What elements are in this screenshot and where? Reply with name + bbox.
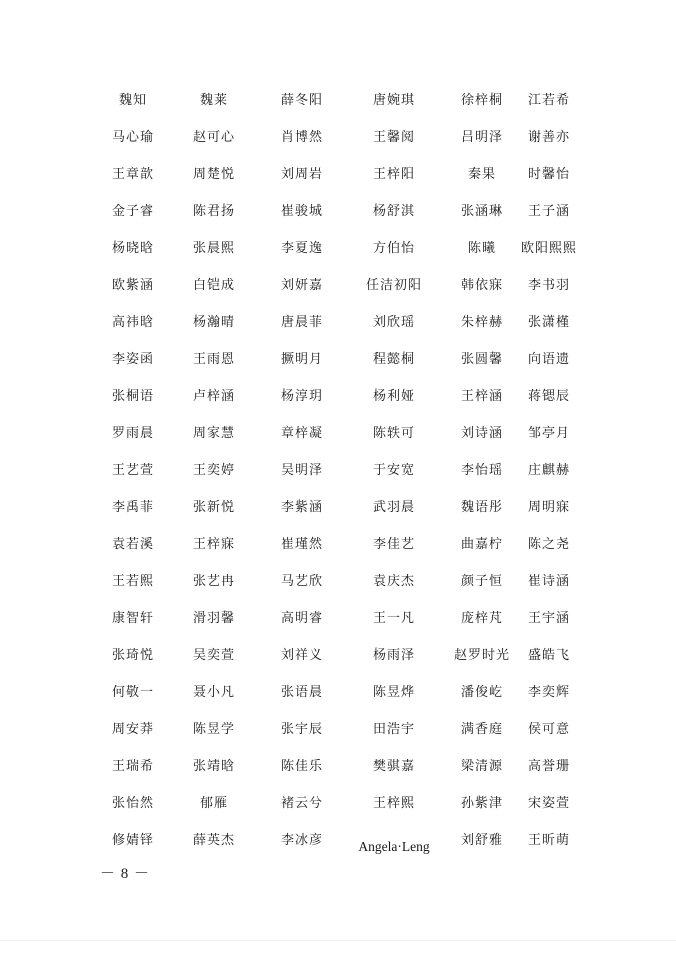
name-entry: 唐晨菲 — [280, 315, 323, 330]
name-entry: 庞梓芃 — [460, 611, 503, 626]
name-entry: 魏知 — [118, 93, 147, 108]
name-entry: 张桐语 — [111, 389, 154, 404]
name-entry: 王雨恩 — [192, 352, 235, 367]
name-entry: 王宇涵 — [527, 611, 570, 626]
name-entry: 周家慧 — [192, 426, 235, 441]
name-entry: 李奕辉 — [527, 685, 570, 700]
name-entry: 孙紫津 — [460, 796, 503, 811]
name-entry: 张涵琳 — [460, 204, 503, 219]
name-entry: 李禹菲 — [111, 500, 154, 515]
name-entry: 刘祥义 — [280, 648, 323, 663]
name-entry: 肖博然 — [280, 130, 323, 145]
name-entry: 聂小凡 — [192, 685, 235, 700]
name-entry: 周安莽 — [111, 722, 154, 737]
name-entry: 高明睿 — [280, 611, 323, 626]
name-entry: 袁若溪 — [111, 537, 154, 552]
name-entry: 卢梓涵 — [192, 389, 235, 404]
name-entry: 刘诗涵 — [460, 426, 503, 441]
name-entry: 刘周岩 — [280, 167, 323, 182]
name-entry: 程懿桐 — [372, 352, 415, 367]
name-entry: 邹亭月 — [527, 426, 570, 441]
name-entry: 吕明泽 — [460, 130, 503, 145]
name-entry: 张晨熙 — [192, 241, 235, 256]
name-entry: 王昕萌 — [527, 833, 570, 848]
name-entry: 朱梓赫 — [460, 315, 503, 330]
name-entry: Angela·Leng — [358, 839, 430, 854]
name-entry: 赵罗时光 — [453, 648, 510, 663]
name-entry: 高祎晗 — [111, 315, 154, 330]
name-entry: 江若希 — [527, 93, 570, 108]
name-entry: 周楚悦 — [192, 167, 235, 182]
name-entry: 罗雨晨 — [111, 426, 154, 441]
name-entry: 刘舒雅 — [460, 833, 503, 848]
name-entry: 吴明泽 — [280, 463, 323, 478]
name-entry: 袁庆杰 — [372, 574, 415, 589]
name-entry: 杨晓晗 — [111, 241, 154, 256]
name-entry: 王奕婷 — [192, 463, 235, 478]
name-entry: 颜子恒 — [460, 574, 503, 589]
name-entry: 王一凡 — [372, 611, 415, 626]
name-entry: 陈曦 — [467, 241, 496, 256]
name-entry: 方伯怡 — [372, 241, 415, 256]
name-entry: 章梓凝 — [280, 426, 323, 441]
name-entry: 金子睿 — [111, 204, 154, 219]
name-entry: 王章歆 — [111, 167, 154, 182]
name-entry: 蒋锶辰 — [527, 389, 570, 404]
name-entry: 吴奕萱 — [192, 648, 235, 663]
name-entry: 杨雨泽 — [372, 648, 415, 663]
name-entry: 薛冬阳 — [280, 93, 323, 108]
name-entry: 崔骏城 — [280, 204, 323, 219]
name-entry: 王梓阳 — [372, 167, 415, 182]
name-entry: 张怡然 — [111, 796, 154, 811]
name-entry: 李佳艺 — [372, 537, 415, 552]
name-entry: 张潇槿 — [527, 315, 570, 330]
name-entry: 王若熙 — [111, 574, 154, 589]
name-entry: 薛英杰 — [192, 833, 235, 848]
name-entry: 于安宽 — [372, 463, 415, 478]
name-entry: 郁雁 — [199, 796, 228, 811]
name-entry: 刘欣瑶 — [372, 315, 415, 330]
name-entry: 李书羽 — [527, 278, 570, 293]
name-entry: 曲嘉柠 — [460, 537, 503, 552]
name-entry: 崔瑾然 — [280, 537, 323, 552]
name-entry: 魏莱 — [199, 93, 228, 108]
name-entry: 高誉珊 — [527, 759, 570, 774]
name-entry: 康智轩 — [111, 611, 154, 626]
name-entry: 张新悦 — [192, 500, 235, 515]
name-entry: 修婧铎 — [111, 833, 154, 848]
name-entry: 满香庭 — [460, 722, 503, 737]
name-entry: 陈轶可 — [372, 426, 415, 441]
name-entry: 唐婉琪 — [372, 93, 415, 108]
name-entry: 褚云兮 — [280, 796, 323, 811]
name-entry: 王梓涵 — [460, 389, 503, 404]
name-entry: 时馨怡 — [527, 167, 570, 182]
name-entry: 杨舒淇 — [372, 204, 415, 219]
name-entry: 滑羽馨 — [192, 611, 235, 626]
name-entry: 张艺冉 — [192, 574, 235, 589]
name-entry: 陈佳乐 — [280, 759, 323, 774]
name-entry: 陈君扬 — [192, 204, 235, 219]
name-entry: 盛皓飞 — [527, 648, 570, 663]
name-entry: 陈之尧 — [527, 537, 570, 552]
name-entry: 何敬一 — [111, 685, 154, 700]
name-entry: 白铠成 — [192, 278, 235, 293]
name-entry: 王梓寐 — [192, 537, 235, 552]
name-entry: 秦果 — [467, 167, 496, 182]
name-entry: 任洁初阳 — [365, 278, 422, 293]
name-entry: 杨淳玥 — [280, 389, 323, 404]
name-entry: 张语晨 — [280, 685, 323, 700]
name-entry: 李冰彦 — [280, 833, 323, 848]
name-entry: 李紫涵 — [280, 500, 323, 515]
name-entry: 马艺欣 — [280, 574, 323, 589]
name-entry: 王瑞希 — [111, 759, 154, 774]
page-edge — [0, 940, 676, 941]
name-entry: 韩依寐 — [460, 278, 503, 293]
name-entry: 陈昱烨 — [372, 685, 415, 700]
name-entry: 向语遗 — [527, 352, 570, 367]
name-entry: 李姿函 — [111, 352, 154, 367]
name-entry: 张琦悦 — [111, 648, 154, 663]
name-entry: 王梓熙 — [372, 796, 415, 811]
name-entry: 武羽晨 — [372, 500, 415, 515]
name-entry: 李怡瑶 — [460, 463, 503, 478]
name-entry: 侯可意 — [527, 722, 570, 737]
name-entry: 赵可心 — [192, 130, 235, 145]
name-entry: 王艺萱 — [111, 463, 154, 478]
name-entry: 潘俊屹 — [460, 685, 503, 700]
name-entry: 撅明月 — [280, 352, 323, 367]
name-list — [102, 82, 582, 859]
name-entry: 崔诗涵 — [527, 574, 570, 589]
page-number: － 8 － — [100, 866, 151, 882]
name-entry: 梁清源 — [460, 759, 503, 774]
name-entry: 张圆馨 — [460, 352, 503, 367]
name-entry: 宋姿萱 — [527, 796, 570, 811]
name-entry: 徐梓桐 — [460, 93, 503, 108]
name-entry: 陈昱学 — [192, 722, 235, 737]
name-entry: 杨瀚晴 — [192, 315, 235, 330]
name-entry: 王子涵 — [527, 204, 570, 219]
name-entry: 周明寐 — [527, 500, 570, 515]
name-entry: 庄麒赫 — [527, 463, 570, 478]
name-entry: 魏语彤 — [460, 500, 503, 515]
name-entry: 谢善亦 — [527, 130, 570, 145]
name-entry: 樊骐嘉 — [372, 759, 415, 774]
name-entry: 杨利娅 — [372, 389, 415, 404]
name-entry: 王馨阅 — [372, 130, 415, 145]
name-entry: 田浩宇 — [372, 722, 415, 737]
name-entry: 李夏逸 — [280, 241, 323, 256]
name-entry: 欧紫涵 — [111, 278, 154, 293]
name-entry: 张靖晗 — [192, 759, 235, 774]
name-entry: 马心瑜 — [111, 130, 154, 145]
name-entry: 欧阳熙熙 — [520, 241, 577, 256]
name-entry: 刘妍嘉 — [280, 278, 323, 293]
name-entry: 张宇辰 — [280, 722, 323, 737]
